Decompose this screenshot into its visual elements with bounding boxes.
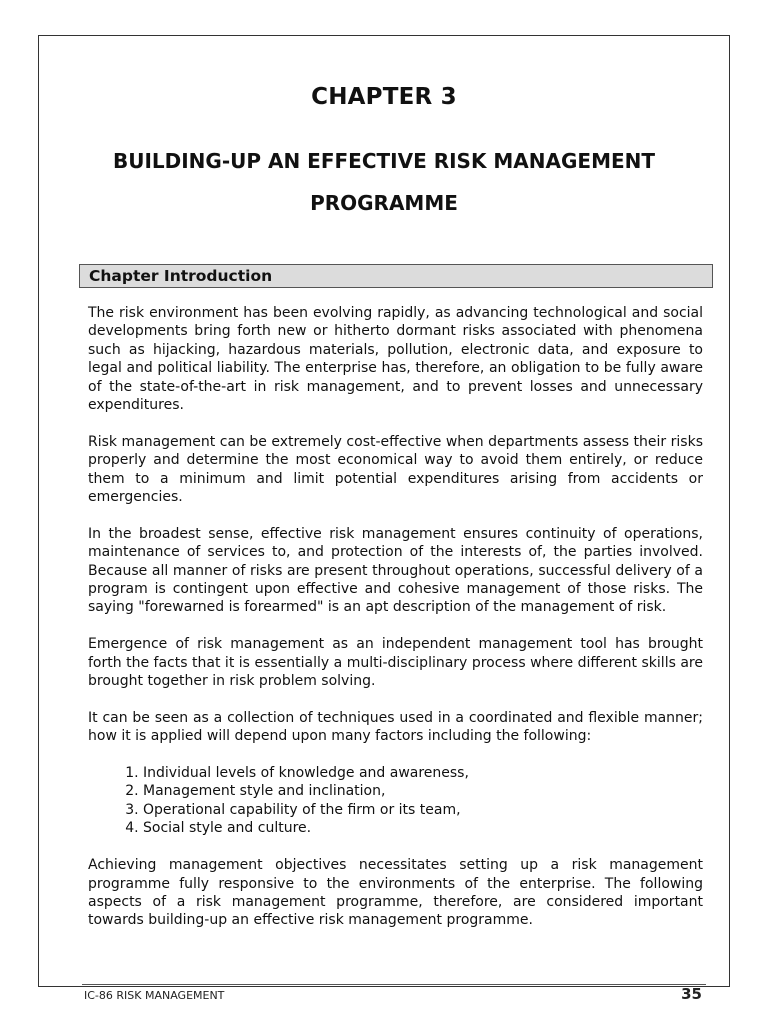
- paragraph-2: Risk management can be extremely cost-effective when departments assess their risks properly and determine the most economical way to avoid them entirely, or reduce them to a minimum and limit potential expenditures arising from accidents or emergencies.: [88, 433, 703, 506]
- paragraph-1: The risk environment has been evolving rapidly, as advancing technological and social developments bring forth new or hitherto dormant risks associated with phenomena such as hijacking, hazardous materials, pollution, electronic data, and exposure to legal and political liability. The enterprise has, therefore, an obligation to be fully aware of the state-of-the-art in risk management, and to prevent losses and unnecessary expenditures.: [88, 305, 703, 414]
- chapter-title: [80, 140, 688, 224]
- chapter-number: CHAPTER 3: [311, 84, 457, 110]
- page-number: 35: [681, 985, 702, 1003]
- body-text: [88, 304, 703, 948]
- footer-divider: [82, 984, 706, 985]
- chapter-title-line-2: PROGRAMME: [310, 191, 458, 215]
- factors-list: [88, 764, 703, 838]
- list-item: 4. Social style and culture.: [143, 819, 703, 837]
- chapter-title-line-1: BUILDING-UP AN EFFECTIVE RISK MANAGEMENT: [112, 149, 656, 173]
- closing-paragraph: Achieving management objectives necessitates setting up a risk management programme fully responsive to the environments of the enterprise. The following aspects of a risk management programme, therefore, are considered important towards building-up an effective risk management programme.: [88, 857, 703, 929]
- list-item: 3. Operational capability of the firm or its team,: [143, 801, 703, 819]
- paragraph-3: In the broadest sense, effective risk management ensures continuity of operations, maintenance of services to, and protection of the interests of, the parties involved. Because all manner of risks are present throughout operations, successful delivery of a program is contingent upon effective and cohesive management of those risks. The saying "forewarned is forearmed" is an apt description of the management of risk.: [88, 525, 703, 616]
- section-heading: Chapter Introduction: [79, 264, 713, 288]
- paragraph-5: It can be seen as a collection of techniques used in a coordinated and flexible manner; how it is applied will depend upon many factors including the following:: [88, 709, 703, 745]
- list-item: 2. Management style and inclination,: [143, 782, 703, 800]
- footer-course-label: IC-86 RISK MANAGEMENT: [84, 989, 225, 1002]
- list-item: 1. Individual levels of knowledge and awareness,: [143, 764, 703, 782]
- paragraph-4: Emergence of risk management as an independent management tool has brought forth the facts that it is essentially a multi-disciplinary process where different skills are brought together in risk problem solving.: [88, 636, 703, 690]
